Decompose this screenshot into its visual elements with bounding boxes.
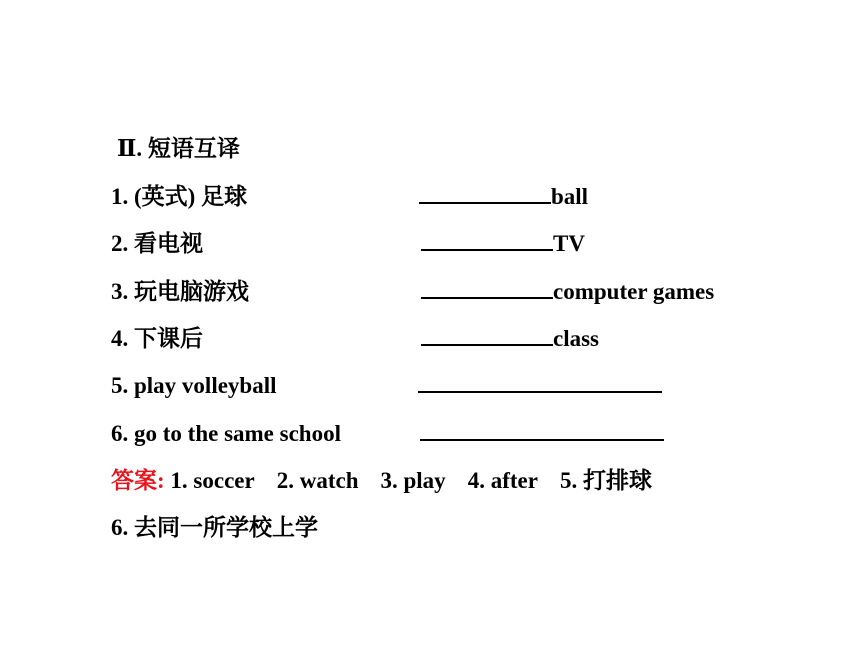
item-4-left: 4. 下课后 (111, 326, 203, 351)
item-2-blank (421, 229, 585, 259)
answer-part-3: 3. play (380, 468, 446, 493)
item-6-underline (420, 419, 664, 441)
item-3-suffix: computer games (553, 279, 715, 304)
item-4-underline (421, 324, 553, 346)
item-3-blank (421, 277, 714, 307)
answer-line (111, 466, 652, 496)
item-1-left: 1. (英式) 足球 (111, 184, 248, 209)
item-2-underline (421, 229, 553, 251)
item-5-blank (418, 371, 662, 401)
answer-part-4: 4. after (467, 468, 538, 493)
answer-line-2: 6. 去同一所学校上学 (111, 515, 318, 540)
item-5-underline (418, 371, 662, 393)
answer-part-1: 1. soccer (170, 468, 255, 493)
item-6-blank (420, 419, 664, 449)
item-3-left: 3. 玩电脑游戏 (111, 279, 249, 304)
item-5-left: 5. play volleyball (111, 373, 277, 398)
answer-label: 答案: (111, 468, 165, 493)
item-6-left: 6. go to the same school (111, 421, 341, 446)
item-1-blank (419, 182, 588, 212)
item-2-suffix: TV (553, 231, 585, 256)
item-3-underline (421, 277, 553, 299)
item-1-underline (419, 182, 551, 204)
item-2-left: 2. 看电视 (111, 231, 203, 256)
answer-part-2: 2. watch (276, 468, 359, 493)
item-4-suffix: class (553, 326, 599, 351)
answer-part-5: 5. 打排球 (559, 468, 652, 493)
item-4-blank (421, 324, 599, 354)
section-title: Ⅱ. 短语互译 (117, 136, 240, 161)
item-1-suffix: ball (551, 184, 589, 209)
